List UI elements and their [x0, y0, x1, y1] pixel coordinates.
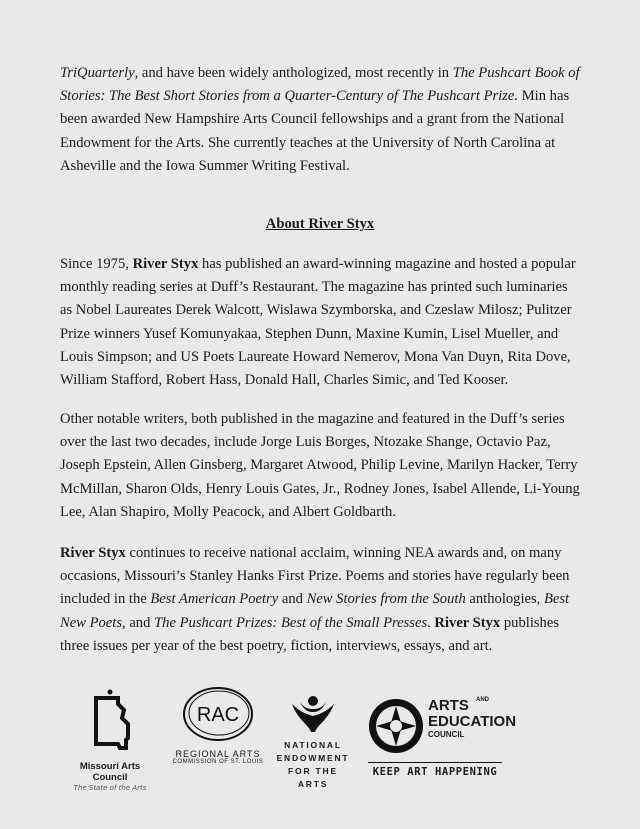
text-span: TriQuarterly	[60, 65, 135, 81]
text-span: Since 1975,	[60, 256, 133, 272]
text-span: continues to receive national acclaim, winning NEA awards and, on many occasions, Missouri’s Stanley Hanks First Prize. Poems and stories have regularly been included in the	[60, 545, 570, 608]
aec-circle-icon	[366, 696, 426, 756]
logo-line: FOR THE ARTS	[288, 766, 338, 789]
logo-word: COUNCIL	[428, 730, 465, 739]
logo-line: COMMISSION OF ST. LOUIS	[172, 759, 264, 765]
text-span: Other notable writers, both published in the magazine and featured in the Duff’s series over the last two decades, include Jorge Luis Borges, Ntozake Shange, Octavio Paz, Joseph Epstein, Allen Ginsberg, Margaret Atwood, Philip Levine, Marilyn Hacker, Terry McMillan, Sharon Olds, Henry Louis Gates, Jr., Rodney Jones, Isabel Allende, Li-Young Lee, Alan Shapiro, Molly Peacock, and Albert Goldbarth.	[60, 411, 580, 520]
text-span: Best American Poetry	[150, 591, 279, 608]
text-span: has published an award-winning magazine and hosted a popular monthly reading series at Duff’s Restaurant. The magazine has printed such luminaries as Nobel Laureates Derek Walcott, Wislawa Szymborska, and Czeslaw Milosz; Pulitzer Prize winners Yusef Komunyakaa, Stephen Dunn, Maxine Kumin, Lisel Mueller, and Louis Simpson; and US Poets Laureate Howard Nemerov, Mona Van Duyn, Rita Dove, William Stafford, Robert Hass, Donald Hall, Charles Simic, and Ted Kooser.	[60, 256, 576, 389]
text-span: River Styx	[434, 614, 501, 631]
text-span: .	[427, 614, 435, 631]
missouri-arts-council-logo	[64, 688, 156, 792]
logo-line: ENDOWMENT	[276, 753, 350, 763]
text-span: publishes three issues per year of the best poetry, fiction, interviews, essays, and art.	[60, 614, 560, 654]
text-span: The Pushcart Prizes: Best of the Small Presses	[154, 614, 428, 631]
text-span: and	[278, 591, 307, 608]
logo-tagline: The State of the Arts	[73, 784, 147, 792]
text-span: anthologies,	[465, 591, 544, 608]
rac-mark-icon	[178, 684, 258, 746]
text-span: River Styx	[60, 545, 126, 561]
logo-word: AND	[476, 697, 489, 703]
paragraph-acclaim	[60, 542, 580, 658]
sponsor-logos	[0, 684, 640, 794]
text-span: The Pushcart Book of Stories: The Best Short Stories from a Quarter-Century of The Pushcart Prize.	[60, 65, 580, 105]
nea-figure-icon	[290, 694, 336, 734]
logo-word: EDUCATION	[428, 713, 517, 730]
paragraph-notable-writers	[60, 408, 580, 524]
text-span: River Styx	[132, 256, 199, 272]
logo-word: ARTS	[428, 697, 469, 714]
missouri-state-icon	[88, 688, 132, 754]
logo-line: NATIONAL	[284, 740, 342, 750]
logo-name: Missouri Arts Council	[79, 761, 141, 783]
rac-mark-text: RAC	[196, 704, 240, 726]
regional-arts-commission-logo	[170, 684, 266, 765]
national-endowment-arts-logo	[272, 694, 354, 791]
section-heading: About River Styx	[265, 216, 375, 232]
text-span: , and	[122, 614, 155, 631]
paragraph-history	[60, 253, 580, 392]
text-span: , and have been widely anthologized, most recently in	[134, 65, 453, 81]
text-span: Min has been awarded New Hampshire Arts Council fellowships and a grant from the National Endowment for the Arts. She currently teaches at the University of North Carolina at Asheville and the Iowa Summer Writing Festival.	[60, 88, 570, 174]
paragraph-bio-continued	[60, 62, 580, 178]
logo-tagline: KEEP ART HAPPENING	[368, 762, 502, 778]
logo-line: REGIONAL ARTS	[175, 749, 261, 759]
text-span: New Stories from the South	[306, 591, 466, 608]
text-span: Best New Poets	[60, 591, 570, 631]
